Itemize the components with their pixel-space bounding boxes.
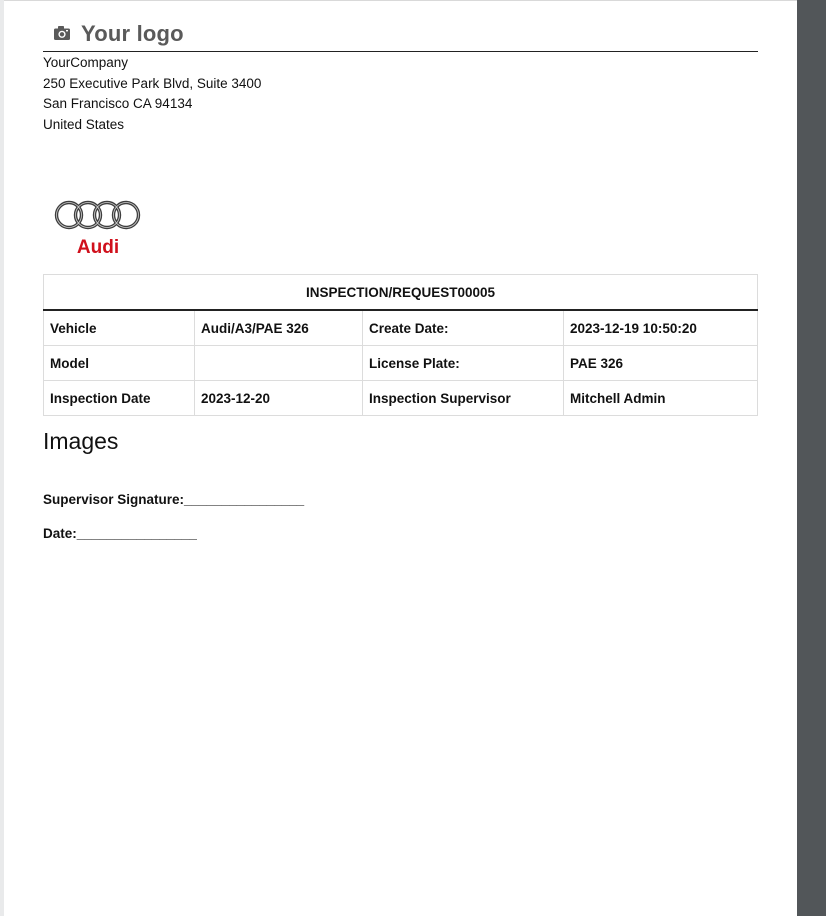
- company-city: San Francisco CA 94134: [43, 96, 193, 111]
- inspection-date-value: 2023-12-20: [195, 381, 363, 416]
- table-row: [44, 346, 758, 381]
- document-page: [4, 0, 797, 916]
- vehicle-value: Audi/A3/PAE 326: [195, 310, 363, 346]
- license-plate-value: PAE 326: [564, 346, 758, 381]
- inspection-date-label: Inspection Date: [44, 381, 195, 416]
- inspection-title: INSPECTION/REQUEST00005: [44, 275, 758, 311]
- model-label: Model: [44, 346, 195, 381]
- inspection-supervisor-value: Mitchell Admin: [564, 381, 758, 416]
- page-top-border: [4, 0, 797, 1]
- inspection-table: [43, 274, 758, 416]
- inspection-supervisor-label: Inspection Supervisor: [363, 381, 564, 416]
- create-date-value: 2023-12-19 10:50:20: [564, 310, 758, 346]
- table-row: [44, 310, 758, 346]
- audi-wordmark: Audi: [76, 237, 120, 258]
- model-value: [195, 346, 363, 381]
- company-logo: [53, 18, 184, 50]
- company-street: 250 Executive Park Blvd, Suite 3400: [43, 75, 262, 91]
- signature-date-line: Date:________________: [43, 526, 197, 541]
- logo-text: Your logo: [81, 21, 184, 46]
- table-row: [44, 381, 758, 416]
- company-country: United States: [43, 116, 125, 132]
- license-plate-label: License Plate:: [363, 346, 564, 381]
- create-date-label: Create Date:: [363, 310, 564, 346]
- supervisor-signature-line: Supervisor Signature:________________: [43, 492, 305, 507]
- header-divider: [43, 51, 758, 52]
- images-heading: Images: [43, 428, 119, 454]
- company-name: YourCompany: [43, 55, 129, 70]
- vehicle-label: Vehicle: [44, 310, 195, 346]
- audi-logo: [52, 196, 144, 258]
- company-address: [43, 53, 261, 135]
- camera-icon: [53, 25, 73, 43]
